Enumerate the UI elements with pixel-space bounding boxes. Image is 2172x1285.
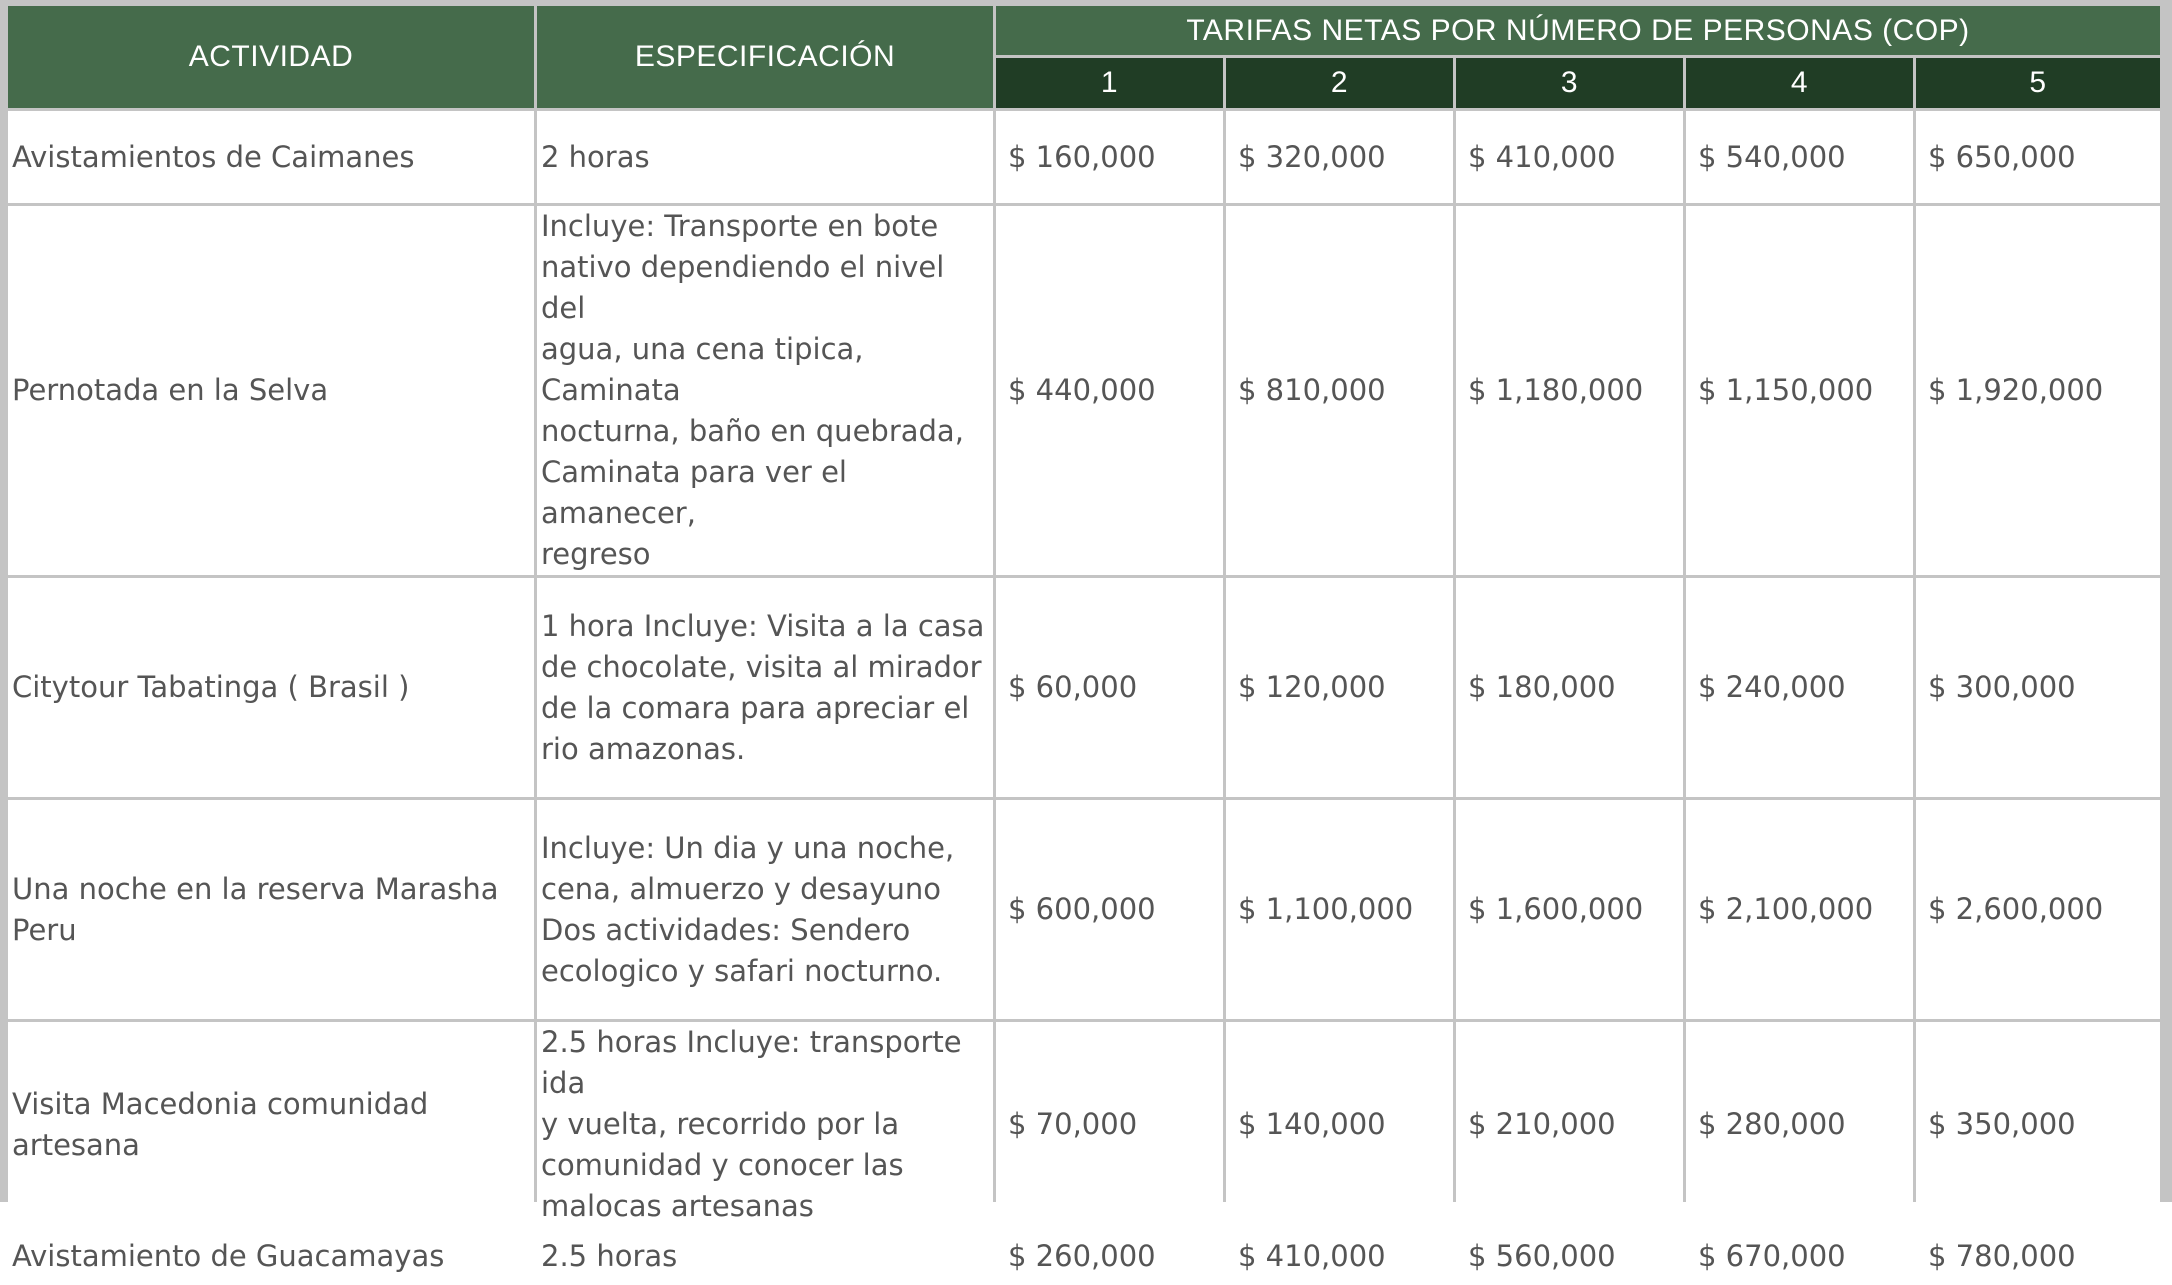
cell-price-5-persons: $ 300,000 bbox=[1916, 578, 2160, 797]
especificacion-line: nativo dependiendo el nivel del bbox=[541, 250, 945, 325]
header-especificacion: ESPECIFICACIÓN bbox=[537, 6, 993, 108]
tariff-table bbox=[5, 3, 2163, 1285]
cell-price-2-persons: $ 320,000 bbox=[1226, 111, 1453, 203]
cell-price-4-persons: $ 240,000 bbox=[1686, 578, 1913, 797]
header-persons-1: 1 bbox=[996, 58, 1223, 108]
especificacion-line: comunidad y conocer las bbox=[541, 1148, 904, 1182]
cell-price-3-persons: $ 1,180,000 bbox=[1456, 206, 1683, 575]
cell-actividad bbox=[8, 206, 534, 575]
actividad-line: Avistamientos de Caimanes bbox=[12, 139, 415, 174]
cell-price-4-persons: $ 540,000 bbox=[1686, 111, 1913, 203]
especificacion-line: rio amazonas. bbox=[541, 731, 746, 766]
header-tarifas: TARIFAS NETAS POR NÚMERO DE PERSONAS (COP) bbox=[996, 6, 2160, 55]
table-row bbox=[8, 1230, 2160, 1282]
cell-price-2-persons: $ 120,000 bbox=[1226, 578, 1453, 797]
cell-price-2-persons: $ 410,000 bbox=[1226, 1230, 1453, 1282]
cell-actividad bbox=[8, 1230, 534, 1282]
cell-price-2-persons: $ 810,000 bbox=[1226, 206, 1453, 575]
actividad-line: Visita Macedonia comunidad bbox=[12, 1086, 429, 1121]
header-persons-5: 5 bbox=[1916, 58, 2160, 108]
cell-price-2-persons: $ 140,000 bbox=[1226, 1022, 1453, 1227]
especificacion-line: de chocolate, visita al mirador bbox=[541, 649, 982, 684]
cell-price-5-persons: $ 350,000 bbox=[1916, 1022, 2160, 1227]
cell-price-1-persons: $ 160,000 bbox=[996, 111, 1223, 203]
cell-price-4-persons: $ 280,000 bbox=[1686, 1022, 1913, 1227]
especificacion-line: 2 horas bbox=[541, 139, 650, 174]
actividad-line: Una noche en la reserva Marasha bbox=[12, 871, 499, 906]
header-persons-2: 2 bbox=[1226, 58, 1453, 108]
especificacion-line: regreso bbox=[541, 537, 651, 571]
actividad-line: Avistamiento de Guacamayas bbox=[12, 1238, 445, 1273]
cell-price-1-persons: $ 440,000 bbox=[996, 206, 1223, 575]
cell-price-3-persons: $ 1,600,000 bbox=[1456, 800, 1683, 1019]
especificacion-line: Incluye: Un dia y una noche, bbox=[541, 830, 955, 865]
cell-price-3-persons: $ 180,000 bbox=[1456, 578, 1683, 797]
especificacion-line: de la comara para apreciar el bbox=[541, 690, 970, 725]
cell-price-3-persons: $ 410,000 bbox=[1456, 111, 1683, 203]
cell-actividad bbox=[8, 578, 534, 797]
especificacion-line: Caminata para ver el amanecer, bbox=[541, 455, 847, 530]
especificacion-line: agua, una cena tipica, Caminata bbox=[541, 332, 864, 407]
cell-price-4-persons: $ 1,150,000 bbox=[1686, 206, 1913, 575]
cell-especificacion bbox=[537, 111, 993, 203]
actividad-line: Citytour Tabatinga ( Brasil ) bbox=[12, 670, 410, 704]
cell-actividad bbox=[8, 1022, 534, 1227]
actividad-line: artesana bbox=[12, 1127, 140, 1162]
cell-price-2-persons: $ 1,100,000 bbox=[1226, 800, 1453, 1019]
cell-price-4-persons: $ 2,100,000 bbox=[1686, 800, 1913, 1019]
especificacion-line: 2.5 horas bbox=[541, 1238, 678, 1273]
especificacion-line: y vuelta, recorrido por la bbox=[541, 1107, 900, 1141]
table-row bbox=[8, 206, 2160, 575]
cell-price-5-persons: $ 2,600,000 bbox=[1916, 800, 2160, 1019]
especificacion-line: 2.5 horas Incluye: transporte ida bbox=[541, 1025, 962, 1100]
actividad-line: Peru bbox=[12, 912, 77, 947]
cell-especificacion bbox=[537, 206, 993, 575]
cell-price-1-persons: $ 600,000 bbox=[996, 800, 1223, 1019]
cell-price-5-persons: $ 780,000 bbox=[1916, 1230, 2160, 1282]
cell-especificacion bbox=[537, 1230, 993, 1282]
table-row bbox=[8, 1022, 2160, 1227]
cell-price-1-persons: $ 70,000 bbox=[996, 1022, 1223, 1227]
especificacion-line: nocturna, baño en quebrada, bbox=[541, 414, 964, 448]
table-row bbox=[8, 111, 2160, 203]
cell-especificacion bbox=[537, 578, 993, 797]
cell-price-1-persons: $ 260,000 bbox=[996, 1230, 1223, 1282]
cell-especificacion bbox=[537, 800, 993, 1019]
cell-price-1-persons: $ 60,000 bbox=[996, 578, 1223, 797]
cell-price-3-persons: $ 210,000 bbox=[1456, 1022, 1683, 1227]
table-row bbox=[8, 800, 2160, 1019]
table-row bbox=[8, 578, 2160, 797]
especificacion-line: Incluye: Transporte en bote bbox=[541, 209, 939, 243]
header-persons-4: 4 bbox=[1686, 58, 1913, 108]
cell-especificacion bbox=[537, 1022, 993, 1227]
especificacion-line: cena, almuerzo y desayuno bbox=[541, 871, 941, 906]
header-persons-3: 3 bbox=[1456, 58, 1683, 108]
cell-price-4-persons: $ 670,000 bbox=[1686, 1230, 1913, 1282]
especificacion-line: Dos actividades: Sendero bbox=[541, 912, 911, 947]
cell-price-5-persons: $ 650,000 bbox=[1916, 111, 2160, 203]
cell-actividad bbox=[8, 800, 534, 1019]
cell-actividad bbox=[8, 111, 534, 203]
actividad-line: Pernotada en la Selva bbox=[12, 373, 329, 407]
especificacion-line: malocas artesanas bbox=[541, 1189, 814, 1223]
cell-price-3-persons: $ 560,000 bbox=[1456, 1230, 1683, 1282]
especificacion-line: ecologico y safari nocturno. bbox=[541, 953, 943, 988]
header-actividad: ACTIVIDAD bbox=[8, 6, 534, 108]
especificacion-line: 1 hora Incluye: Visita a la casa bbox=[541, 608, 985, 643]
cell-price-5-persons: $ 1,920,000 bbox=[1916, 206, 2160, 575]
